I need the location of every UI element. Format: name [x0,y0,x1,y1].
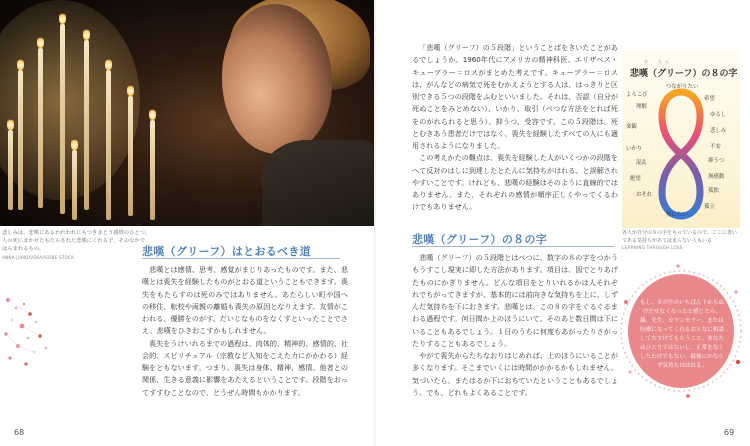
decorative-dots [0,290,60,380]
paragraph: この考えかたの難点は、喪失を経験した人がいくつかの段階をへて反対のはしに到達したとたんに気持ちがはれる、と誤解されやすいことです。けれども、悲嘆の経験はそのように直線的ではありません。また、それぞれの感情が順序正しくやってくるわけでもありません。 [412,153,618,212]
figure-label: 希望 [704,96,715,102]
figure-label: つながりたい [666,84,699,90]
figure-label: よろこび [626,92,648,98]
figure-caption-text: 各人が自分の８の字をもっているので、ここに書いてある気持ちがあてはまらない人もいる [622,230,737,244]
figure-caption [622,230,740,251]
photo-caption-text: 悲しみは、悲嘆にあるわれわれにもつきまとう感情のひとつ。人の死にまかせたもたらされた悲嘆にくれる子、そのなかではらまれるもの。 [2,230,150,252]
figure-label: 死にたい [666,212,688,218]
figure-label: 楽観 [626,124,637,130]
paragraph: やがて喪失からたちなおりはじめれば、上のほうにいることが多くなります。そこまでいくには時間がかかるかもしれません。気づいたら、またはるか下におちていたということもあるでしょう。でも、どれもよくあることです。 [412,351,618,397]
page-number-left: 68 [14,428,25,437]
figure-label: 混乱 [636,160,647,166]
paragraph: 悲嘆とは感情、思考、感覚がまじりあったものです。また、悲嘆とは喪失を経験したものがとおる道ということもできます。喪失をもたらすのは死のみではありません。あたらしい町や国への移住、転校や両親の離婚も喪失の原因となりえます。友情がこわれる、優勝をのがす、だいじなものをなくすといったことでさえ、悲嘆をひきおこすかもしれません。 [142,265,348,336]
paragraph: 悲嘆（グリーフ）の５段階とはべつに、数字の８の字をつかうもうすこし現実に即した方法があります。項目は、図でとりあげたものにかぎりません。どんな項目をとりいれるかは人それぞれでちがってきますが、基本的には前向きな気持ちを上に、しずんだ気持ちを下におきます。悲嘆とは、この８の字をぐるぐるまわる過程です。何日間か上のほうにいて、そのあと数日間は下にいることもあるでしょう。１日のうちに何度もあがったりさがったりすることもあるでしょう。 [412,253,618,348]
body-text-right-top [412,42,618,214]
callout-text: もし、８の字のいちばん下からぬけだせなくなったと感じたら、親、先生、カウンセラー、または医療になってくれるおとなに相談してたすけてもらうこと。あなたはひとりではないし、正常をなくしたわけでもない。最後にかならず気持ちははれる。 [640,300,724,369]
figure-label: 不安 [710,144,721,150]
photo-credit: ANNA JURKOVSKA/ISOBE STOCK [2,254,75,260]
page-number-right: 69 [724,428,735,437]
body-text-right-bottom [412,252,618,399]
figure-label: 理解 [636,104,647,110]
figure-label: おそれ [636,192,653,198]
figure-label: 孤立 [704,204,715,210]
paragraph: 喪失をうけいれるまでの過程は、肉体的、精神的、感情的、社会的、スピリチュアル（宗教など人知をこえた力にかかわる）経験をともないます。つまり、喪失は身体、精神、感情、他者との関係、生きる意義に影響をあたえるということです。段階をおってすすむことなので、とうぜん時間もかかります。 [142,338,348,397]
figure-title-ruby: ひ たん [644,59,672,64]
figure-eight-shape [658,88,704,220]
figure-credit: LEARNING THROUGH LOSS [622,245,683,250]
paragraph: 「悲嘆（グリーフ）の５段階」ということばをきいたことがあるでしょうか。1960年代にアメリカの精神科医、エリザベス・キューブラー＝ロスがまとめた考えです。キューブラー＝ロスは、がんなどの病気で死をむかえようとする人は、はっきりと区別できる５つの段階をふむといいました。それは、否認（自分が死ぬことをみとめない）、いかり、取引（べつな方法をとれば死をのがれられると思う）、抑うつ、受容です。この５段階は、死とむきあう患者だけではなく、喪失を経験したすべての人にも適用されるようになりました。 [412,43,618,151]
gutter [374,0,376,446]
boy-candles-photo [0,0,374,226]
section-heading-left: 悲嘆（グリーフ）はとおるべき道 [142,245,311,258]
section-heading-right: 悲嘆（グリーフ）の８の字 [412,233,548,246]
heading-rule [412,246,614,247]
figure-label: いかり [626,146,643,152]
figure-label: 悲しみ [710,128,727,134]
figure-label: 無感動 [708,174,725,180]
advice-callout [618,262,744,402]
figure-label: 絶望 [630,176,641,182]
heading-rule [142,258,340,259]
figure-label: ゆるし [710,112,727,118]
figure-eight-diagram [622,50,740,228]
body-text-left [142,264,348,399]
figure-label: 孤独 [708,188,719,194]
figure-title: 悲嘆（グリーフ）の８の字 [630,69,738,79]
figure-label: 抑うつ [708,158,725,164]
photo-caption [2,230,150,261]
